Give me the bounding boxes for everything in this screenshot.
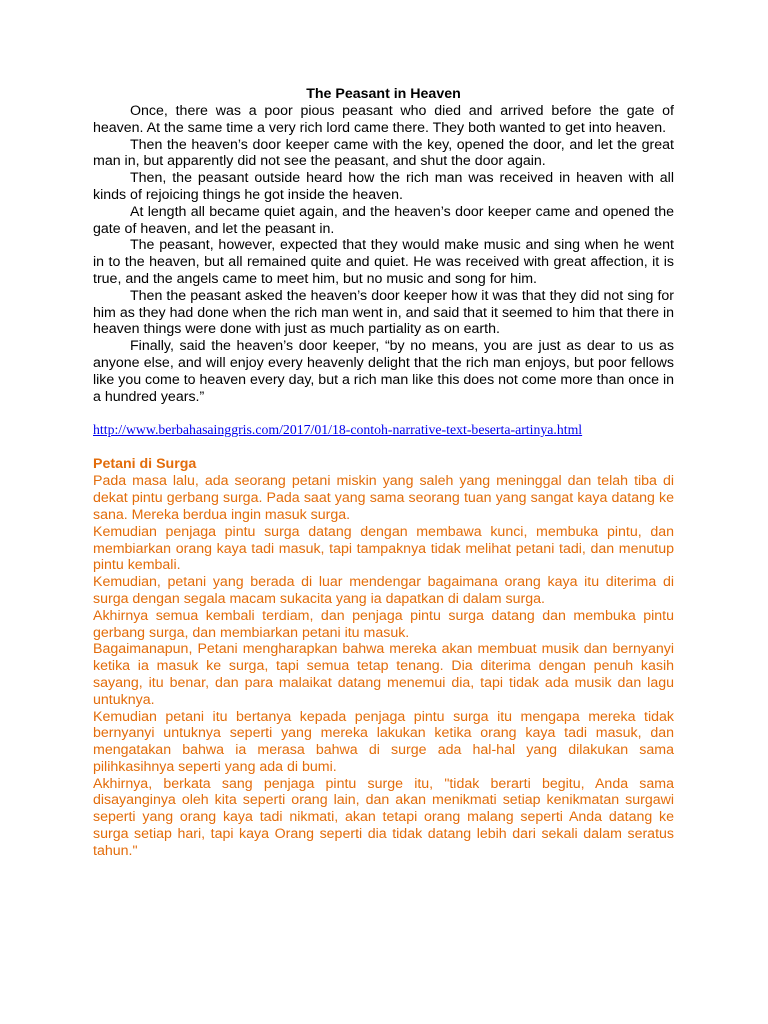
source-link-line (93, 422, 674, 438)
english-paragraph-2: Then the heaven’s door keeper came with the key, opened the door, and let the great man in, but apparently did not see the peasant, and shut the door again. (93, 136, 674, 170)
indonesian-paragraph-5: Bagaimanapun, Petani mengharapkan bahwa mereka akan membuat musik dan bernyanyi ketika ia masuk ke surga, tapi semua tetap tenang. Dia diterima dengan penuh kasih sayang, itu benar, dan para malaikat datang menemui dia, tapi tidak ada musik dan lagu untuknya. (93, 641, 674, 708)
english-paragraph-4: At length all became quiet again, and the heaven’s door keeper came and opened the gate of heaven, and let the peasant in. (93, 203, 674, 237)
indonesian-paragraph-2: Kemudian penjaga pintu surga datang dengan membawa kunci, membuka pintu, dan membiarkan orang kaya tadi masuk, tapi tampaknya tidak melihat petani tadi, dan menutup pintu kembali. (93, 523, 674, 574)
indonesian-paragraph-3: Kemudian, petani yang berada di luar mendengar bagaimana orang kaya itu diterima di surga dengan segala macam sukacita yang ia dapatkan di dalam surga. (93, 574, 674, 607)
english-paragraph-6: Then the peasant asked the heaven’s door keeper how it was that they did not sing for him as they had done when the rich man went in, and said that it seemed to him that there in heaven things were done with just as much partiality as on earth. (93, 287, 674, 338)
english-paragraph-5: The peasant, however, expected that they would make music and sing when he went in to the heaven, but all remained quite and quiet. He was received with great affection, it is true, and the angels came to meet him, but no music and song for him. (93, 237, 674, 287)
indonesian-paragraph-6: Kemudian petani itu bertanya kepada penjaga pintu surga itu mengapa mereka tidak bernyanyi untuknya seperti yang mereka lakukan ketika orang kaya tadi masuk, dan mengatakan bahwa ia merasa bahwa di surge ada hal-hal yang dilakukan sama pilihkasihnya seperti yang ada di bumi. (93, 708, 674, 775)
indonesian-paragraph-4: Akhirnya semua kembali terdiam, dan penjaga pintu surga datang dan membuka pintu gerbang surga, dan membiarkan petani itu masuk. (93, 607, 674, 641)
indonesian-paragraph-1: Pada masa lalu, ada seorang petani miskin yang saleh yang meninggal dan telah tiba di dekat pintu gerbang surga. Pada saat yang sama seorang tuan yang sangat kaya datang ke sana. Mereka berdua ingin masuk surga. (93, 473, 674, 523)
indonesian-paragraph-7: Akhirnya, berkata sang penjaga pintu surge itu, "tidak berarti begitu, Anda sama disayanginya oleh kita seperti orang lain, dan akan menikmati setiap kenikmatan surgawi seperti yang orang kaya tadi nikmati, akan tetapi orang malang seperti Anda datang ke surga setiap hari, tapi kaya Orang seperti dia tidak datang lebih dari sekali dalam seratus tahun." (93, 775, 674, 859)
english-paragraph-7: Finally, said the heaven’s door keeper, “by no means, you are just as dear to us as anyone else, and will enjoy every heavenly delight that the rich man enjoys, but poor fellows like you come to heaven every day, but a rich man like this does not come more than once in a hundred years.” (93, 338, 674, 405)
english-paragraph-1: Once, there was a poor pious peasant who died and arrived before the gate of heaven. At the same time a very rich lord came there. They both wanted to get into heaven. (93, 103, 674, 136)
english-title: The Peasant in Heaven (306, 86, 461, 102)
source-link[interactable]: http://www.berbahasainggris.com/2017/01/18-contoh-narrative-text-beserta-artinya.html (93, 422, 583, 438)
indonesian-title: Petani di Surga (93, 456, 197, 473)
english-paragraph-3: Then, the peasant outside heard how the rich man was received in heaven with all kinds of rejoicing things he got inside the heaven. (93, 170, 674, 203)
document-page (93, 86, 674, 860)
